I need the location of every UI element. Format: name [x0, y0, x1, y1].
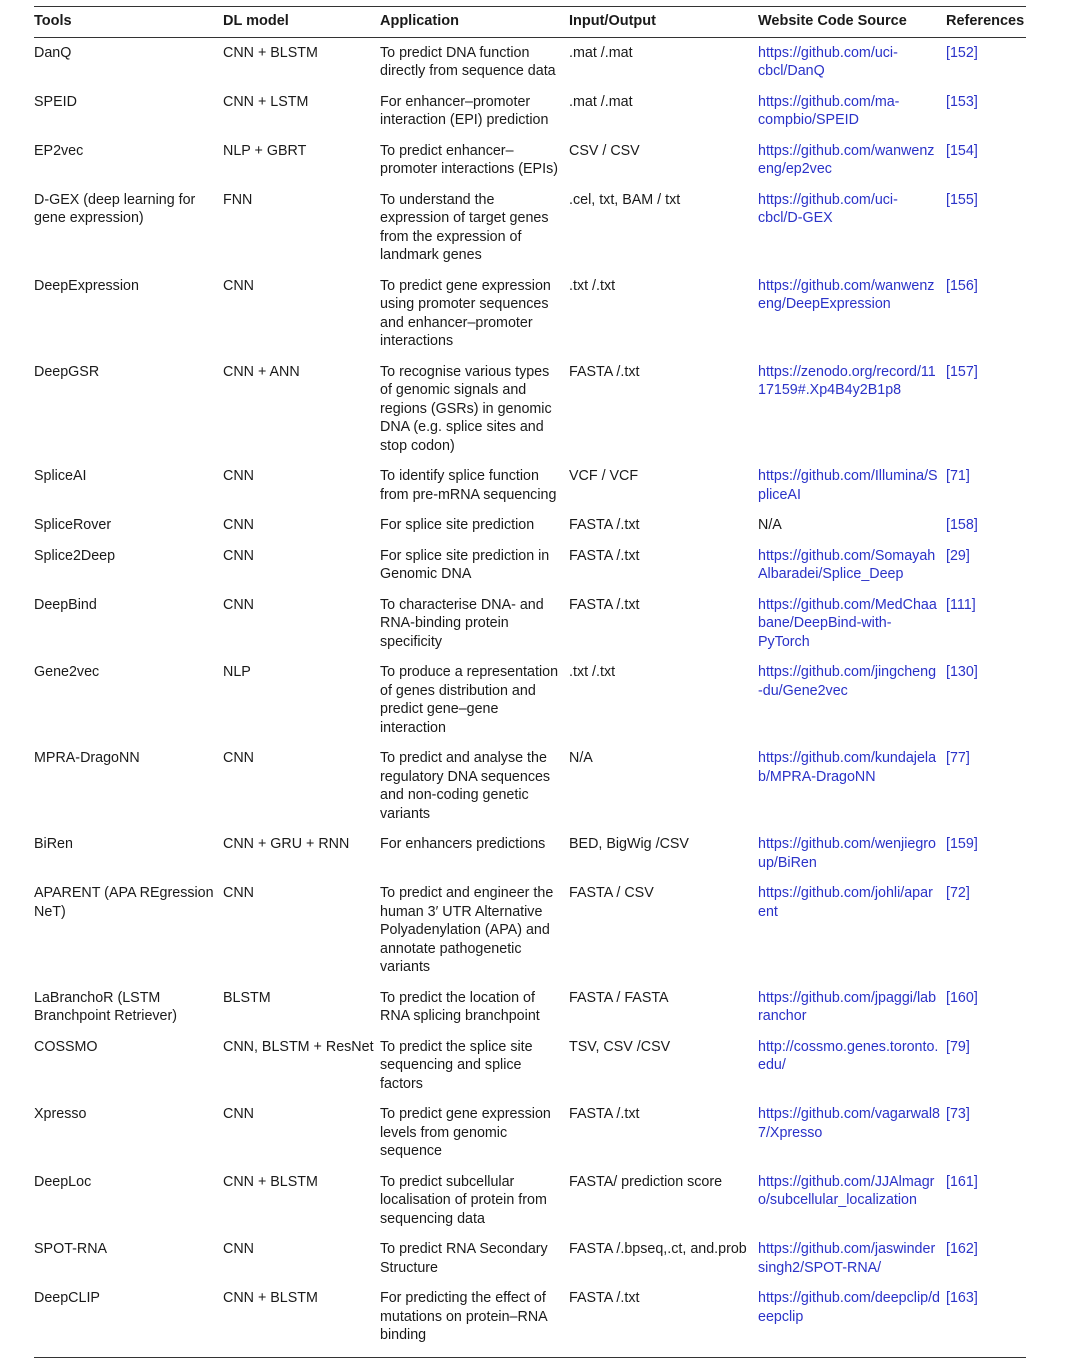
table-row [34, 1032, 1026, 1100]
cell-application: To characterise DNA- and RNA-binding protein specificity [380, 596, 544, 650]
cell-application: To predict gene expression levels from genomic sequence [380, 1106, 551, 1159]
cell-application: To recognise various types of genomic signals and regions (GSRs) in genomic DNA (e.g. splice sites and stop codon) [380, 363, 552, 454]
cell-reference[interactable]: [160] [946, 989, 978, 1006]
cell-website[interactable]: https://github.com/JJAlmagro/subcellular_localization [758, 1173, 935, 1208]
cell-input-output: .txt /.txt [569, 277, 616, 294]
header-input-output: Input/Output [569, 7, 758, 38]
cell-tool: Gene2vec [34, 664, 100, 680]
table-row [34, 461, 1026, 510]
cell-application: To predict enhancer–promoter interactions (EPIs) [380, 142, 558, 177]
cell-reference[interactable]: [163] [946, 1283, 1026, 1357]
cell-reference[interactable]: [111] [946, 596, 976, 613]
table-row [34, 1099, 1026, 1167]
cell-input-output: FASTA /.txt [569, 547, 640, 564]
cell-website[interactable]: https://github.com/kundajelab/MPRA-DragoNN [758, 750, 937, 785]
cell-input-output: FASTA /.txt [569, 596, 640, 613]
cell-dl-model: CNN [223, 517, 254, 533]
cell-input-output: .mat /.mat [569, 93, 633, 110]
cell-tool: EP2vec [34, 142, 84, 159]
cell-application: To predict the location of RNA splicing branchpoint [380, 989, 540, 1024]
cell-reference[interactable]: [152] [946, 44, 978, 61]
cell-website: N/A [758, 517, 782, 533]
table-row [34, 136, 1026, 185]
cell-dl-model: CNN [223, 596, 254, 613]
table-row [34, 1283, 1026, 1357]
cell-input-output: FASTA /.txt [569, 363, 640, 380]
cell-reference[interactable]: [73] [946, 1106, 970, 1122]
table-row [34, 37, 1026, 87]
table-row [34, 87, 1026, 136]
header-application: Application [380, 7, 569, 38]
cell-input-output: BED, BigWig /CSV [569, 836, 689, 852]
table-row [34, 185, 1026, 271]
cell-dl-model: CNN [223, 468, 254, 484]
header-references: References [946, 7, 1026, 38]
cell-dl-model: CNN [223, 547, 254, 564]
cell-input-output: N/A [569, 750, 593, 766]
cell-input-output: CSV / CSV [569, 142, 640, 159]
cell-website[interactable]: https://github.com/vagarwal87/Xpresso [758, 1106, 940, 1141]
cell-tool: APARENT (APA REgression NeT) [34, 885, 214, 920]
cell-website[interactable]: https://github.com/wenjiegroup/BiRen [758, 836, 937, 871]
cell-input-output: FASTA /.txt [569, 1283, 758, 1357]
cell-reference[interactable]: [155] [946, 191, 978, 208]
cell-application: To predict gene expression using promoter sequences and enhancer–promoter interactions [380, 277, 551, 349]
cell-input-output: VCF / VCF [569, 468, 639, 484]
cell-reference[interactable]: [156] [946, 277, 978, 294]
cell-application: To predict and analyse the regulatory DNA sequences and non-coding genetic variants [380, 750, 551, 822]
cell-tool: BiRen [34, 836, 73, 852]
table-row [34, 878, 1026, 983]
cell-website[interactable]: https://github.com/ma-compbio/SPEID [758, 93, 900, 128]
cell-reference[interactable]: [157] [946, 363, 978, 380]
cell-input-output: FASTA /.bpseq,.ct, and.prob [569, 1241, 747, 1257]
cell-website[interactable]: https://zenodo.org/record/1117159#.Xp4B4y2B1p8 [758, 363, 936, 398]
cell-website[interactable]: https://github.com/MedChaabane/DeepBind-with-PyTorch [758, 596, 937, 650]
table-row [34, 590, 1026, 658]
cell-reference[interactable]: [29] [946, 547, 970, 564]
cell-dl-model: CNN [223, 885, 254, 901]
cell-reference[interactable]: [130] [946, 664, 978, 680]
cell-reference[interactable]: [71] [946, 468, 970, 484]
table-body [34, 37, 1026, 1357]
table-row [34, 271, 1026, 357]
table-row [34, 510, 1026, 541]
cell-website[interactable]: https://github.com/SomayahAlbaradei/Splice_Deep [758, 547, 936, 582]
table-header-row [34, 7, 1026, 38]
cell-input-output: FASTA / CSV [569, 885, 654, 901]
cell-dl-model: FNN [223, 191, 253, 208]
cell-tool: DeepCLIP [34, 1283, 223, 1357]
header-tools: Tools [34, 7, 223, 38]
table-row [34, 357, 1026, 462]
cell-dl-model: CNN [223, 1106, 254, 1122]
cell-input-output: TSV, CSV /CSV [569, 1038, 671, 1055]
cell-application: To predict DNA function directly from sequence data [380, 44, 556, 79]
cell-application: For splice site prediction [380, 517, 535, 533]
cell-reference[interactable]: [162] [946, 1241, 978, 1257]
tools-table [34, 6, 1026, 1358]
cell-reference[interactable]: [159] [946, 836, 978, 852]
cell-website[interactable]: https://github.com/jpaggi/labranchor [758, 989, 937, 1024]
table-row [34, 1234, 1026, 1283]
cell-input-output: .txt /.txt [569, 664, 616, 680]
cell-application: To predict subcellular localisation of protein from sequencing data [380, 1173, 547, 1227]
cell-application: For enhancers predictions [380, 836, 546, 852]
cell-tool: SPEID [34, 93, 77, 110]
cell-application: To produce a representation of genes distribution and predict gene–gene interaction [380, 664, 559, 736]
cell-input-output: FASTA / FASTA [569, 989, 669, 1006]
cell-dl-model: CNN + LSTM [223, 93, 309, 110]
cell-dl-model: CNN + GRU + RNN [223, 836, 350, 852]
cell-website[interactable]: http://cossmo.genes.toronto.edu/ [758, 1038, 939, 1073]
cell-tool: DeepExpression [34, 277, 139, 294]
cell-input-output: FASTA/ prediction score [569, 1173, 723, 1190]
cell-application: To predict and engineer the human 3′ UTR Alternative Polyadenylation (APA) and annotate pathogenetic variants [380, 885, 554, 975]
cell-reference[interactable]: [158] [946, 517, 978, 533]
header-dl-model: DL model [223, 7, 380, 38]
cell-tool: LaBranchoR (LSTM Branchpoint Retriever) [34, 989, 178, 1024]
cell-dl-model: CNN + BLSTM [223, 1173, 318, 1190]
cell-dl-model: CNN + BLSTM [223, 44, 318, 61]
cell-website[interactable]: https://github.com/uci-cbcl/D-GEX [758, 191, 898, 226]
cell-reference[interactable]: [79] [946, 1038, 970, 1055]
cell-application: For enhancer–promoter interaction (EPI) prediction [380, 93, 549, 128]
cell-input-output: FASTA /.txt [569, 1106, 640, 1122]
cell-reference[interactable]: [72] [946, 885, 970, 901]
cell-dl-model: CNN [223, 1241, 254, 1257]
cell-application: To identify splice function from pre-mRNA sequencing [380, 468, 557, 503]
cell-dl-model: CNN [223, 750, 254, 766]
cell-application: For splice site prediction in Genomic DNA [380, 547, 550, 582]
cell-application: To predict RNA Secondary Structure [380, 1241, 548, 1276]
cell-dl-model: NLP + GBRT [223, 142, 307, 159]
cell-input-output: .cel, txt, BAM / txt [569, 191, 681, 208]
cell-website[interactable]: https://github.com/Illumina/SpliceAI [758, 468, 938, 503]
cell-tool: SpliceAI [34, 468, 87, 484]
cell-tool: DeepGSR [34, 363, 100, 380]
cell-reference[interactable]: [154] [946, 142, 978, 159]
cell-tool: COSSMO [34, 1038, 98, 1055]
table-row [34, 1167, 1026, 1235]
table-row [34, 743, 1026, 829]
cell-tool: DeepLoc [34, 1173, 92, 1190]
cell-website[interactable]: https://github.com/jingcheng-du/Gene2vec [758, 664, 937, 699]
cell-application: For predicting the effect of mutations on protein–RNA binding [380, 1283, 569, 1357]
cell-dl-model: CNN, BLSTM + ResNet [223, 1038, 374, 1055]
cell-dl-model: CNN + ANN [223, 363, 300, 380]
table-row [34, 657, 1026, 743]
table-row [34, 541, 1026, 590]
cell-tool: Xpresso [34, 1106, 87, 1122]
cell-input-output: .mat /.mat [569, 44, 633, 61]
cell-input-output: FASTA /.txt [569, 517, 640, 533]
cell-website[interactable]: https://github.com/johli/aparent [758, 885, 933, 920]
cell-tool: DeepBind [34, 596, 97, 613]
cell-dl-model: NLP [223, 664, 251, 680]
cell-application: To understand the expression of target genes from the expression of landmark genes [380, 191, 549, 263]
cell-reference[interactable]: [161] [946, 1173, 978, 1190]
cell-tool: SPOT-RNA [34, 1241, 108, 1257]
cell-reference[interactable]: [77] [946, 750, 970, 766]
cell-website[interactable]: https://github.com/uci-cbcl/DanQ [758, 44, 898, 79]
cell-dl-model: BLSTM [223, 989, 271, 1006]
cell-tool: SpliceRover [34, 517, 112, 533]
cell-tool: D-GEX (deep learning for gene expression) [34, 191, 196, 226]
cell-dl-model: CNN [223, 277, 254, 294]
cell-reference[interactable]: [153] [946, 93, 978, 110]
cell-application: To predict the splice site sequencing and splice factors [380, 1038, 533, 1092]
cell-website[interactable]: https://github.com/wanwenzeng/DeepExpression [758, 277, 935, 312]
table-row [34, 983, 1026, 1032]
cell-tool: DanQ [34, 44, 72, 61]
cell-website[interactable]: https://github.com/jaswindersingh2/SPOT-RNA/ [758, 1241, 936, 1276]
cell-website[interactable]: https://github.com/wanwenzeng/ep2vec [758, 142, 935, 177]
header-website-code-source: Website Code Source [758, 7, 946, 38]
cell-tool: Splice2Deep [34, 547, 116, 564]
table-row [34, 829, 1026, 878]
cell-website[interactable]: https://github.com/deepclip/deepclip [758, 1283, 946, 1357]
cell-tool: MPRA-DragoNN [34, 750, 140, 766]
cell-dl-model: CNN + BLSTM [223, 1283, 380, 1357]
